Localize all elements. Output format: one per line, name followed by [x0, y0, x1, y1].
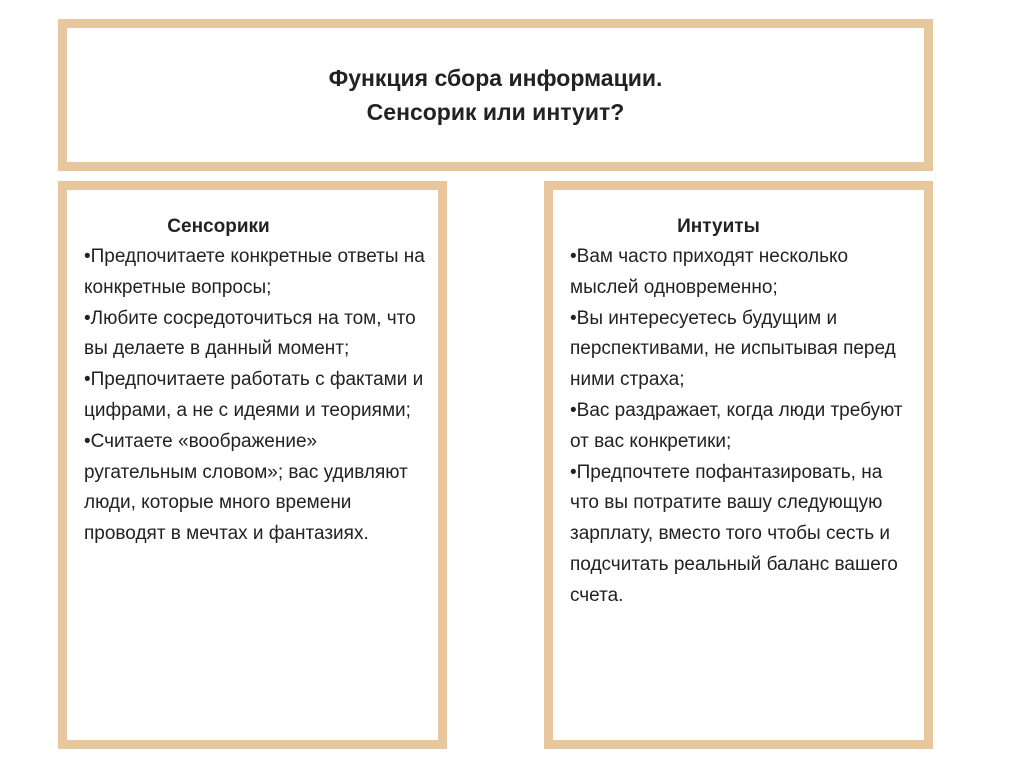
- sensors-item: •Любите сосредоточиться на том, что вы делаете в данный момент;: [84, 307, 416, 360]
- intuitives-item: •Вас раздражает, когда люди требуют от вас конкретики;: [570, 399, 903, 452]
- intuitives-heading: Интуиты: [677, 216, 760, 237]
- intuitives-item: •Предпочтете пофантазировать, на что вы потратите вашу следующую зарплату, вместо того чтобы сесть и подсчитать реальный баланс вашего счета.: [570, 461, 898, 606]
- sensors-box: [58, 181, 447, 749]
- intuitives-item: •Вы интересуетесь будущим и перспективами, не испытывая перед ними страха;: [570, 307, 896, 391]
- slide-title-line-2: Сенсорик или интуит?: [366, 99, 625, 125]
- intuitives-box: [544, 181, 933, 749]
- sensors-item: •Предпочитаете конкретные ответы на конкретные вопросы;: [84, 246, 425, 298]
- sensors-list: [84, 242, 428, 550]
- intuitives-item: •Вам часто приходят несколько мыслей одновременно;: [570, 246, 849, 298]
- sensors-item: •Предпочитаете работать с фактами и цифрами, а не с идеями и теориями;: [84, 369, 424, 421]
- sensors-heading: Сенсорики: [167, 216, 270, 237]
- slide-title-line-1: Функция сбора информации.: [328, 65, 663, 91]
- intuitives-list: [570, 242, 914, 612]
- sensors-item: •Считаете «воображение» ругательным словом»; вас удивляют люди, которые много времени проводят в мечтах и фантазиях.: [84, 430, 408, 545]
- title-box: [58, 19, 933, 171]
- slide-title: [329, 61, 663, 129]
